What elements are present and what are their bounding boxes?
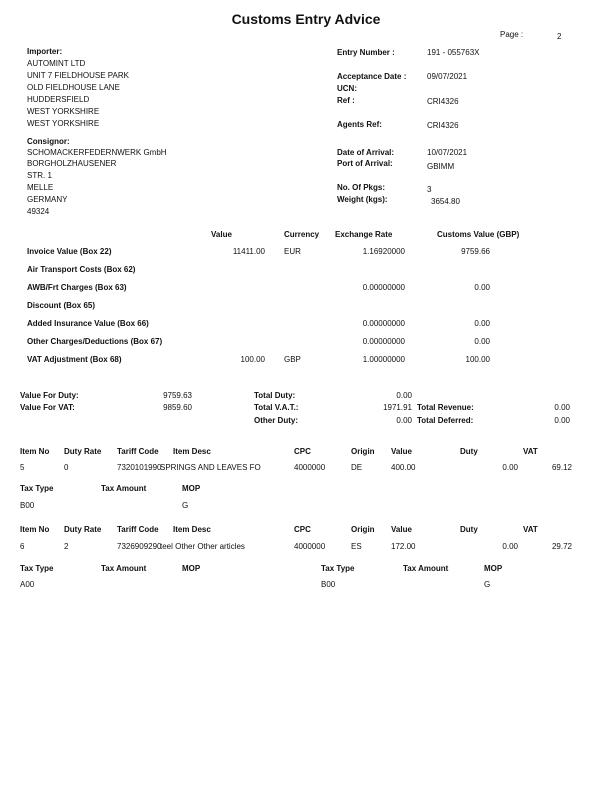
- entry-number: 191 - 055763X: [427, 48, 480, 57]
- item-tariff-code: 7326909290: [117, 542, 162, 551]
- tax-header-amount: Tax Amount: [101, 564, 147, 573]
- item-header-item-desc: Item Desc: [173, 525, 211, 534]
- value-for-duty-label: Value For Duty:: [20, 391, 79, 400]
- item-value: 400.00: [391, 463, 416, 472]
- weight-label: Weight (kgs):: [337, 195, 388, 204]
- pkgs-value: 3: [427, 185, 432, 194]
- importer-line: WEST YORKSHIRE: [27, 107, 100, 116]
- item-header-duty: Duty: [460, 525, 478, 534]
- valuation-row-label: VAT Adjustment (Box 68): [27, 355, 122, 364]
- arrival-port: GBIMM: [427, 162, 455, 171]
- valuation-row-label: Added Insurance Value (Box 66): [27, 319, 149, 328]
- tax-type: A00: [20, 580, 35, 589]
- item-duty: 0.00: [502, 463, 518, 472]
- valuation-row-value: 11411.00: [232, 247, 265, 256]
- item-vat: 69.12: [551, 463, 572, 472]
- importer-line: AUTOMINT LTD: [27, 59, 86, 68]
- value-for-vat: 9859.60: [163, 403, 192, 412]
- tax-header-amount: Tax Amount: [101, 484, 147, 493]
- item-header-duty: Duty: [460, 447, 478, 456]
- consignor-line: BORGHOLZHAUSENER: [27, 159, 117, 168]
- col-header-currency: Currency: [284, 230, 320, 239]
- valuation-row-rate: 0.00000000: [362, 283, 405, 292]
- entry-number-label: Entry Number :: [337, 48, 395, 57]
- col-header-value: Value: [211, 230, 232, 239]
- total-deferred-label: Total Deferred:: [417, 416, 474, 425]
- page-title: Customs Entry Advice: [231, 11, 381, 27]
- agents-ref-label: Agents Ref:: [337, 120, 382, 129]
- tax-header-amount: Tax Amount: [403, 564, 449, 573]
- col-header-customs-value: Customs Value (GBP): [437, 230, 520, 239]
- tax-header-type: Tax Type: [20, 564, 54, 573]
- item-header-vat: VAT: [523, 447, 538, 456]
- consignor-label: Consignor:: [27, 137, 70, 146]
- item-header-cpc: CPC: [294, 447, 311, 456]
- valuation-row-customs: 0.00: [474, 319, 490, 328]
- total-duty-label: Total Duty:: [254, 391, 296, 400]
- item-cpc: 4000000: [294, 463, 326, 472]
- item-tariff-code: 7320101990: [117, 463, 162, 472]
- valuation-row-label: Discount (Box 65): [27, 301, 96, 310]
- tax-header-type: Tax Type: [20, 484, 54, 493]
- pkgs-label: No. Of Pkgs:: [337, 183, 386, 192]
- consignor-line: GERMANY: [27, 195, 68, 204]
- valuation-row-customs: 100.00: [465, 355, 490, 364]
- item-header-duty-rate: Duty Rate: [64, 447, 102, 456]
- consignor-line: STR. 1: [27, 171, 52, 180]
- importer-line: OLD FIELDHOUSE LANE: [27, 83, 120, 92]
- tax-mop: G: [484, 580, 491, 589]
- valuation-row-label: Other Charges/Deductions (Box 67): [27, 337, 163, 346]
- item-duty: 0.00: [502, 542, 518, 551]
- item-header-vat: VAT: [523, 525, 538, 534]
- tax-mop: G: [182, 501, 189, 510]
- page-label: Page :: [500, 30, 524, 39]
- importer-line: WEST YORKSHIRE: [27, 119, 100, 128]
- ucn-label: UCN:: [337, 84, 357, 93]
- item-duty-rate: 0: [64, 463, 69, 472]
- ref-label: Ref :: [337, 96, 355, 105]
- weight-value: 3654.80: [431, 197, 460, 206]
- item-no: 5: [20, 463, 25, 472]
- total-deferred: 0.00: [554, 416, 570, 425]
- tax-header-mop: MOP: [182, 484, 201, 493]
- total-duty: 0.00: [396, 391, 412, 400]
- valuation-row-label: Invoice Value (Box 22): [27, 247, 112, 256]
- item-header-item-no: Item No: [20, 447, 50, 456]
- item-desc: teel Other Other articles: [160, 542, 245, 551]
- valuation-row-customs: 9759.66: [461, 247, 490, 256]
- item-desc: SPRINGS AND LEAVES FO: [160, 463, 261, 472]
- valuation-row-rate: 0.00000000: [362, 319, 405, 328]
- item-origin: DE: [351, 463, 363, 472]
- other-duty-label: Other Duty:: [254, 416, 298, 425]
- item-header-origin: Origin: [351, 525, 375, 534]
- value-for-duty: 9759.63: [163, 391, 192, 400]
- item-origin: ES: [351, 542, 362, 551]
- arrival-port-label: Port of Arrival:: [337, 159, 393, 168]
- importer-label: Importer:: [27, 47, 63, 56]
- valuation-row-rate: 1.00000000: [362, 355, 405, 364]
- col-header-exchange-rate: Exchange Rate: [335, 230, 393, 239]
- acceptance-date: 09/07/2021: [427, 72, 468, 81]
- valuation-row-value: 100.00: [240, 355, 265, 364]
- total-vat: 1971.91: [383, 403, 412, 412]
- item-no: 6: [20, 542, 25, 551]
- item-header-value: Value: [391, 447, 412, 456]
- item-header-tariff-code: Tariff Code: [117, 447, 159, 456]
- item-cpc: 4000000: [294, 542, 326, 551]
- arrival-date: 10/07/2021: [427, 148, 468, 157]
- consignor-line: SCHOMACKERFEDERNWERK GmbH: [27, 148, 167, 157]
- tax-type: B00: [20, 501, 35, 510]
- total-vat-label: Total V.A.T.:: [254, 403, 299, 412]
- total-revenue-label: Total Revenue:: [417, 403, 474, 412]
- item-header-tariff-code: Tariff Code: [117, 525, 159, 534]
- valuation-row-currency: EUR: [284, 247, 301, 256]
- valuation-row-currency: GBP: [284, 355, 301, 364]
- item-value: 172.00: [391, 542, 416, 551]
- other-duty: 0.00: [396, 416, 412, 425]
- tax-header-type: Tax Type: [321, 564, 355, 573]
- valuation-row-customs: 0.00: [474, 337, 490, 346]
- page-number: 2: [557, 32, 562, 41]
- total-revenue: 0.00: [554, 403, 570, 412]
- valuation-row-customs: 0.00: [474, 283, 490, 292]
- item-header-origin: Origin: [351, 447, 375, 456]
- item-header-duty-rate: Duty Rate: [64, 525, 102, 534]
- agents-ref-value: CRI4326: [427, 121, 459, 130]
- tax-type: B00: [321, 580, 336, 589]
- item-header-item-desc: Item Desc: [173, 447, 211, 456]
- valuation-row-label: Air Transport Costs (Box 62): [27, 265, 136, 274]
- item-header-cpc: CPC: [294, 525, 311, 534]
- acceptance-date-label: Acceptance Date :: [337, 72, 407, 81]
- ref-value: CRI4326: [427, 97, 459, 106]
- arrival-date-label: Date of Arrival:: [337, 148, 395, 157]
- item-duty-rate: 2: [64, 542, 69, 551]
- item-vat: 29.72: [551, 542, 572, 551]
- valuation-row-rate: 1.16920000: [362, 247, 405, 256]
- item-header-item-no: Item No: [20, 525, 50, 534]
- consignor-line: MELLE: [27, 183, 54, 192]
- valuation-row-label: AWB/Frt Charges (Box 63): [27, 283, 127, 292]
- tax-header-mop: MOP: [182, 564, 201, 573]
- consignor-line: 49324: [27, 207, 50, 216]
- value-for-vat-label: Value For VAT:: [20, 403, 75, 412]
- tax-header-mop: MOP: [484, 564, 503, 573]
- valuation-row-rate: 0.00000000: [362, 337, 405, 346]
- importer-line: HUDDERSFIELD: [27, 95, 90, 104]
- importer-line: UNIT 7 FIELDHOUSE PARK: [27, 71, 129, 80]
- item-header-value: Value: [391, 525, 412, 534]
